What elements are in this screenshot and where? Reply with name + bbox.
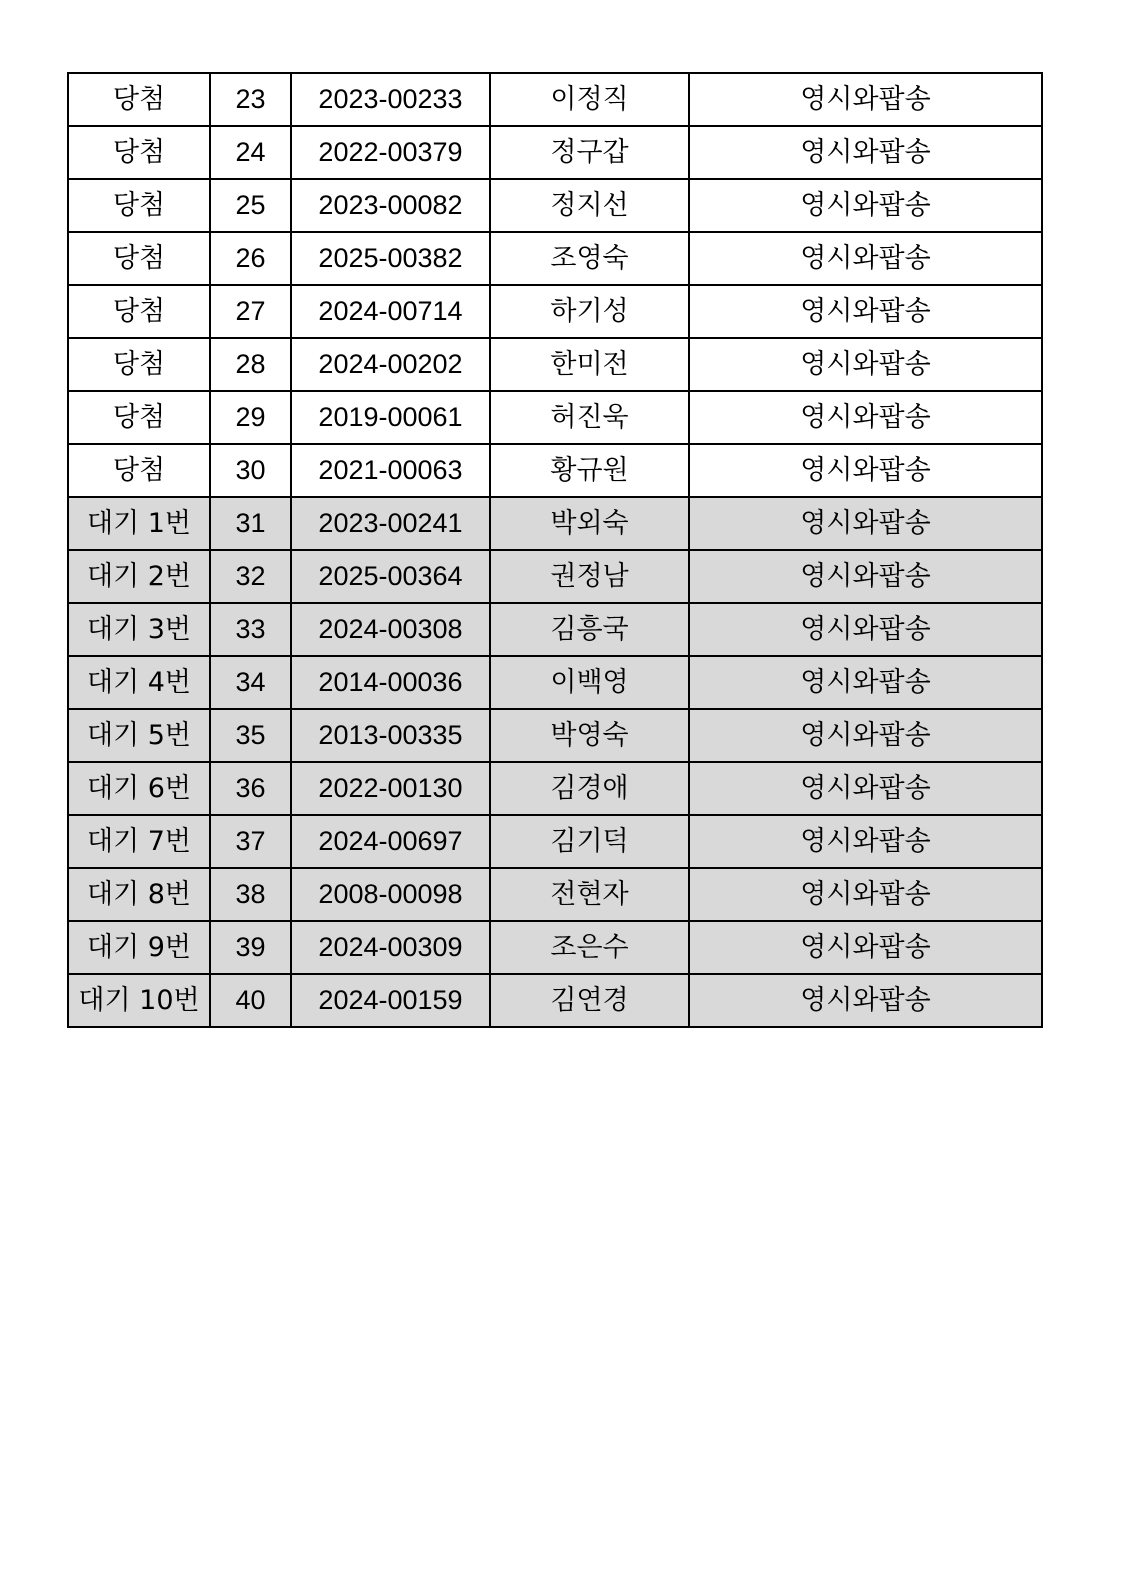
number-cell: 23 <box>210 73 291 126</box>
name-cell: 허진욱 <box>490 391 689 444</box>
number-cell: 34 <box>210 656 291 709</box>
program-cell: 영시와팝송 <box>689 868 1042 921</box>
table-row <box>68 126 1042 179</box>
name-cell: 전현자 <box>490 868 689 921</box>
status-cell: 대기 3번 <box>68 603 210 656</box>
name-cell: 정지선 <box>490 179 689 232</box>
table-row <box>68 73 1042 126</box>
name-cell: 하기성 <box>490 285 689 338</box>
name-cell: 박영숙 <box>490 709 689 762</box>
registration-id-cell: 2024-00697 <box>291 815 490 868</box>
number-cell: 29 <box>210 391 291 444</box>
number-cell: 30 <box>210 444 291 497</box>
number-cell: 38 <box>210 868 291 921</box>
number-cell: 32 <box>210 550 291 603</box>
program-cell: 영시와팝송 <box>689 338 1042 391</box>
program-cell: 영시와팝송 <box>689 974 1042 1027</box>
registration-id-cell: 2019-00061 <box>291 391 490 444</box>
name-cell: 김연경 <box>490 974 689 1027</box>
registration-id-cell: 2024-00308 <box>291 603 490 656</box>
lottery-result-table <box>67 72 1043 1028</box>
registration-id-cell: 2022-00379 <box>291 126 490 179</box>
status-cell: 당첨 <box>68 444 210 497</box>
status-cell: 당첨 <box>68 391 210 444</box>
table-row <box>68 497 1042 550</box>
name-cell: 김흥국 <box>490 603 689 656</box>
program-cell: 영시와팝송 <box>689 444 1042 497</box>
program-cell: 영시와팝송 <box>689 391 1042 444</box>
name-cell: 조은수 <box>490 921 689 974</box>
number-cell: 27 <box>210 285 291 338</box>
status-cell: 대기 5번 <box>68 709 210 762</box>
table-row <box>68 709 1042 762</box>
status-cell: 당첨 <box>68 126 210 179</box>
name-cell: 권정남 <box>490 550 689 603</box>
table-row <box>68 285 1042 338</box>
status-cell: 대기 9번 <box>68 921 210 974</box>
program-cell: 영시와팝송 <box>689 179 1042 232</box>
program-cell: 영시와팝송 <box>689 232 1042 285</box>
registration-id-cell: 2024-00202 <box>291 338 490 391</box>
program-cell: 영시와팝송 <box>689 550 1042 603</box>
status-cell: 대기 2번 <box>68 550 210 603</box>
status-cell: 대기 1번 <box>68 497 210 550</box>
table-row <box>68 921 1042 974</box>
table-row <box>68 815 1042 868</box>
table-row <box>68 550 1042 603</box>
number-cell: 24 <box>210 126 291 179</box>
number-cell: 33 <box>210 603 291 656</box>
status-cell: 대기 8번 <box>68 868 210 921</box>
registration-id-cell: 2025-00364 <box>291 550 490 603</box>
program-cell: 영시와팝송 <box>689 285 1042 338</box>
status-cell: 대기 4번 <box>68 656 210 709</box>
table-row <box>68 391 1042 444</box>
table-row <box>68 232 1042 285</box>
status-cell: 당첨 <box>68 338 210 391</box>
table-row <box>68 338 1042 391</box>
status-cell: 당첨 <box>68 285 210 338</box>
status-cell: 대기 6번 <box>68 762 210 815</box>
name-cell: 황규원 <box>490 444 689 497</box>
table-row <box>68 974 1042 1027</box>
number-cell: 36 <box>210 762 291 815</box>
number-cell: 31 <box>210 497 291 550</box>
program-cell: 영시와팝송 <box>689 603 1042 656</box>
number-cell: 25 <box>210 179 291 232</box>
registration-id-cell: 2014-00036 <box>291 656 490 709</box>
table-body <box>68 73 1042 1027</box>
registration-id-cell: 2024-00714 <box>291 285 490 338</box>
name-cell: 한미전 <box>490 338 689 391</box>
name-cell: 이백영 <box>490 656 689 709</box>
table-row <box>68 868 1042 921</box>
program-cell: 영시와팝송 <box>689 815 1042 868</box>
name-cell: 정구갑 <box>490 126 689 179</box>
table-row <box>68 444 1042 497</box>
registration-id-cell: 2023-00082 <box>291 179 490 232</box>
registration-id-cell: 2025-00382 <box>291 232 490 285</box>
table-row <box>68 656 1042 709</box>
program-cell: 영시와팝송 <box>689 73 1042 126</box>
name-cell: 조영숙 <box>490 232 689 285</box>
program-cell: 영시와팝송 <box>689 126 1042 179</box>
registration-id-cell: 2023-00233 <box>291 73 490 126</box>
registration-id-cell: 2021-00063 <box>291 444 490 497</box>
name-cell: 김기덕 <box>490 815 689 868</box>
number-cell: 28 <box>210 338 291 391</box>
name-cell: 이정직 <box>490 73 689 126</box>
number-cell: 39 <box>210 921 291 974</box>
registration-id-cell: 2023-00241 <box>291 497 490 550</box>
program-cell: 영시와팝송 <box>689 656 1042 709</box>
table-row <box>68 179 1042 232</box>
status-cell: 당첨 <box>68 73 210 126</box>
status-cell: 대기 10번 <box>68 974 210 1027</box>
program-cell: 영시와팝송 <box>689 921 1042 974</box>
name-cell: 김경애 <box>490 762 689 815</box>
program-cell: 영시와팝송 <box>689 497 1042 550</box>
table-row <box>68 603 1042 656</box>
number-cell: 37 <box>210 815 291 868</box>
program-cell: 영시와팝송 <box>689 762 1042 815</box>
name-cell: 박외숙 <box>490 497 689 550</box>
status-cell: 당첨 <box>68 179 210 232</box>
status-cell: 당첨 <box>68 232 210 285</box>
status-cell: 대기 7번 <box>68 815 210 868</box>
number-cell: 35 <box>210 709 291 762</box>
number-cell: 40 <box>210 974 291 1027</box>
registration-id-cell: 2008-00098 <box>291 868 490 921</box>
registration-id-cell: 2024-00309 <box>291 921 490 974</box>
number-cell: 26 <box>210 232 291 285</box>
table-row <box>68 762 1042 815</box>
registration-id-cell: 2013-00335 <box>291 709 490 762</box>
registration-id-cell: 2024-00159 <box>291 974 490 1027</box>
registration-id-cell: 2022-00130 <box>291 762 490 815</box>
program-cell: 영시와팝송 <box>689 709 1042 762</box>
